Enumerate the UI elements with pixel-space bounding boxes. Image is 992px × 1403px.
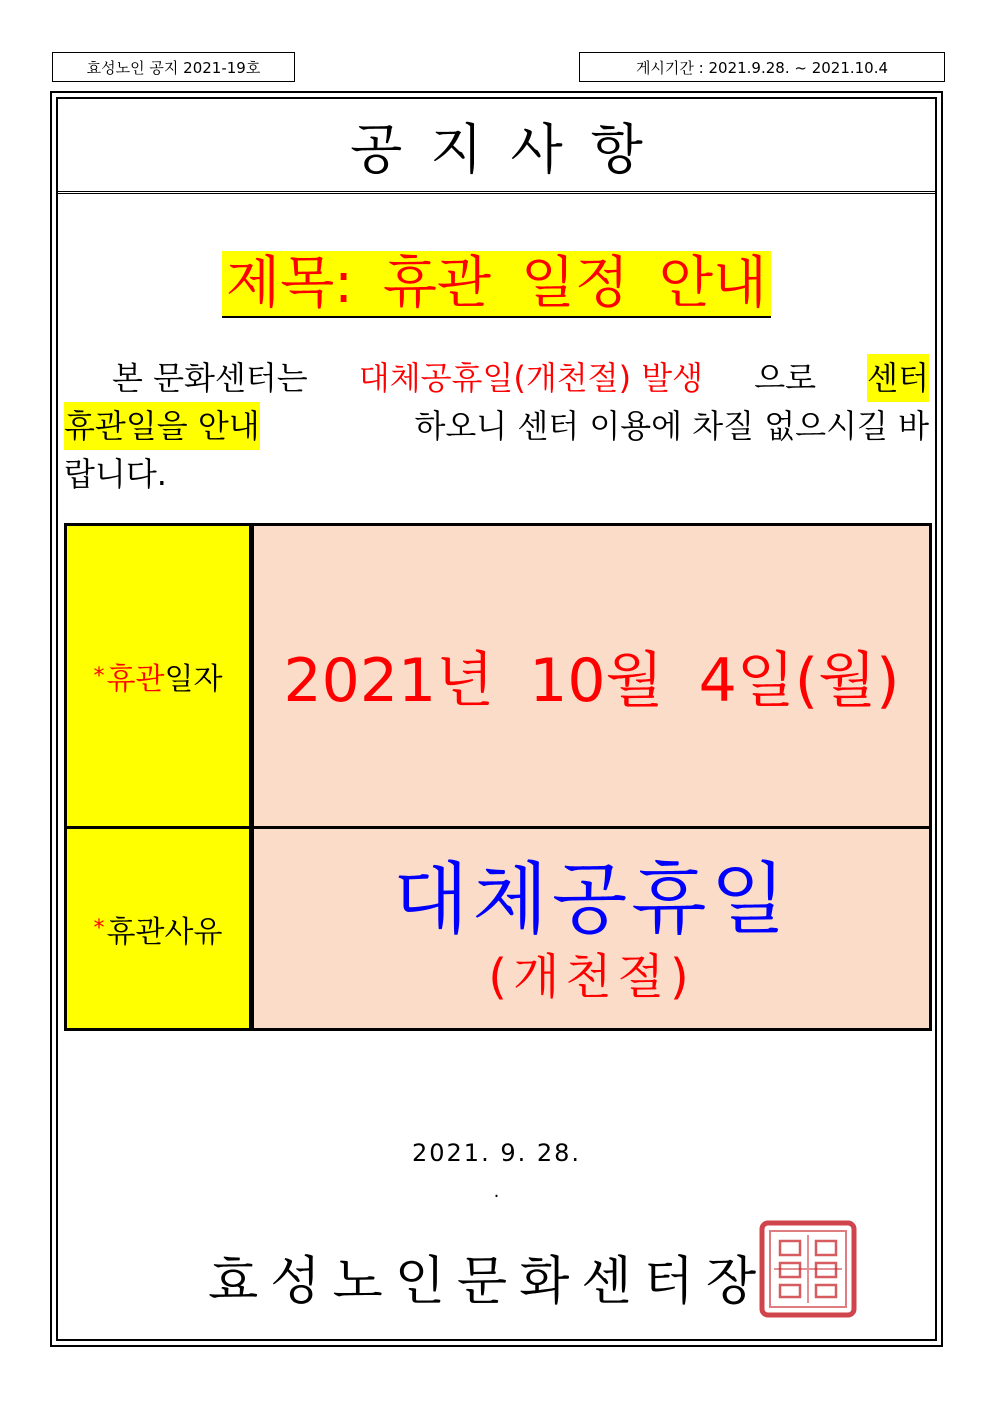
subject-text: 제목: 휴관 일정 안내 bbox=[222, 251, 771, 318]
closure-date-label bbox=[67, 526, 254, 826]
page-title bbox=[58, 99, 935, 194]
subject-heading bbox=[58, 251, 935, 317]
intro-line-1 bbox=[64, 354, 929, 402]
closure-date-value: 2021년 10월 4일(월) bbox=[283, 646, 900, 716]
page-title-text: 공지사항 bbox=[350, 117, 671, 181]
closure-reason-sub: (개천절) bbox=[488, 948, 695, 1005]
notice-frame bbox=[50, 91, 943, 1347]
intro-paragraph bbox=[64, 354, 929, 498]
intro-text-a: 본 문화센터는 bbox=[112, 359, 308, 397]
footer-dot: . bbox=[493, 1181, 500, 1202]
table-row-date bbox=[67, 526, 929, 829]
intro-text-closure: 휴관일을 안내 bbox=[64, 402, 260, 450]
intro-text-rest: 하오니 센터 이용에 차질 없으시길 바 bbox=[414, 407, 929, 445]
notice-inner-frame bbox=[56, 97, 937, 1341]
closure-date-label-black: 일자 bbox=[164, 662, 223, 697]
closure-reason-label bbox=[67, 829, 254, 1028]
closure-date-label-red: 휴관 bbox=[106, 662, 165, 697]
posting-period: 게시기간 : 2021.9.28. ~ 2021.10.4 bbox=[579, 52, 945, 82]
star-icon: * bbox=[93, 916, 105, 941]
table-row-reason bbox=[67, 829, 929, 1028]
intro-text-holiday: 대체공휴일(개천절) 발생 bbox=[358, 359, 704, 397]
notice-date: 2021. 9. 28. bbox=[411, 1139, 582, 1167]
closure-reason-label-text: 휴관사유 bbox=[106, 914, 223, 950]
closure-date-cell bbox=[254, 526, 929, 826]
closure-info-table bbox=[64, 523, 932, 1031]
intro-line-2 bbox=[64, 402, 929, 450]
closure-reason-cell bbox=[254, 829, 929, 1028]
signer-name: 효성노인문화센터장 bbox=[208, 1252, 769, 1312]
notice-number: 효성노인 공지 2021-19호 bbox=[52, 52, 295, 82]
official-seal-stamp bbox=[758, 1219, 858, 1319]
star-icon: * bbox=[93, 663, 105, 689]
closure-reason-main: 대체공휴일 bbox=[393, 854, 790, 945]
intro-text-c: 으로 bbox=[754, 359, 817, 397]
intro-text-center: 센터 bbox=[867, 354, 929, 402]
intro-line-3: 랍니다. bbox=[64, 455, 167, 493]
